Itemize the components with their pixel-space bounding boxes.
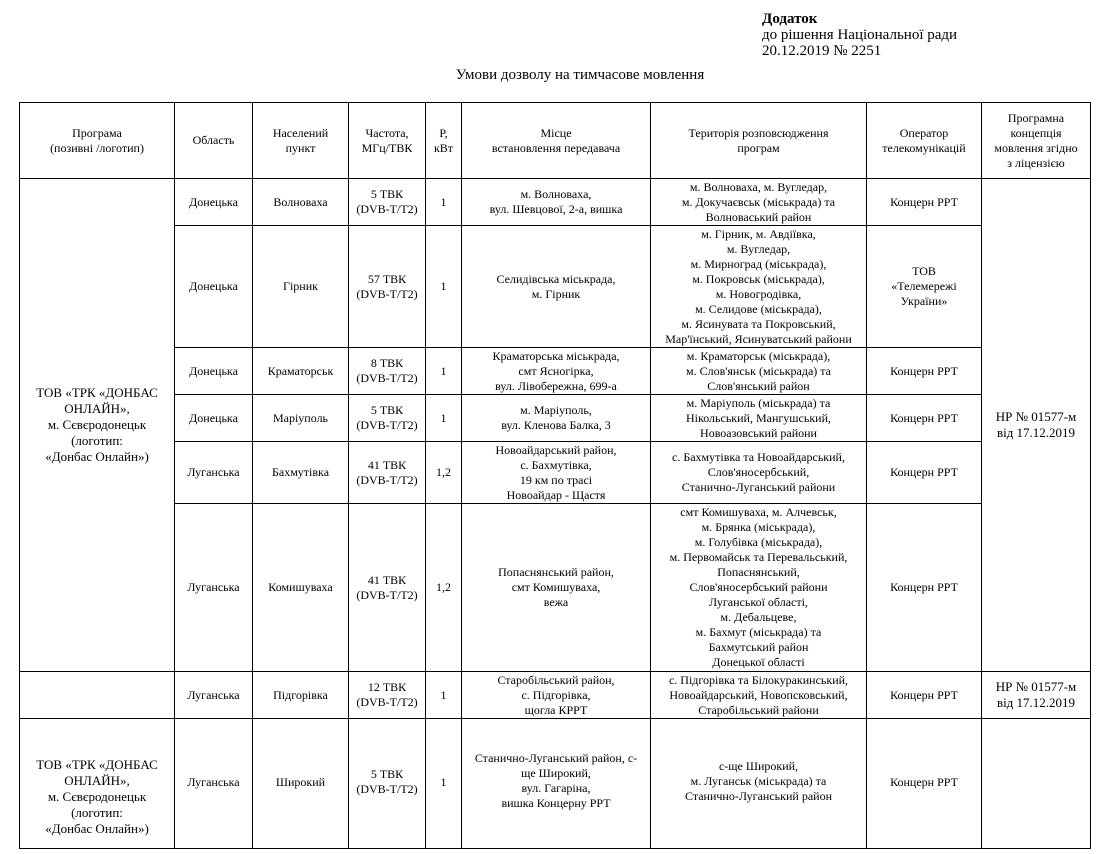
table-row <box>20 442 1091 504</box>
cell-text: Р, кВт <box>433 125 454 155</box>
power-cell <box>426 348 462 395</box>
cell-text: м. Маріуполь, вул. Кленова Балка, 3 <box>501 403 611 432</box>
cell-text: 41 ТВК (DVB-T/T2) <box>356 457 418 487</box>
site-cell <box>462 179 651 226</box>
settlement-cell <box>253 504 349 672</box>
cell-text: Луганська <box>187 580 240 594</box>
settlement-cell <box>253 442 349 504</box>
cell-text: Донецька <box>189 410 238 425</box>
appendix-title: Додаток <box>762 11 818 27</box>
operator-cell <box>867 442 982 504</box>
table-row <box>20 504 1091 672</box>
operator-cell <box>867 719 982 849</box>
cell-text: м. Волноваха, вул. Шевцової, 2-а, вишка <box>489 187 623 216</box>
site-cell <box>462 395 651 442</box>
operator-cell <box>867 504 982 672</box>
cell-text: НР № 01577-м від 17.12.2019 <box>995 679 1077 710</box>
cell-text: 1 <box>440 410 447 425</box>
cell-text: Луганська <box>187 687 240 702</box>
header-row <box>20 103 1091 179</box>
frequency-cell <box>349 442 426 504</box>
table-row <box>20 226 1091 348</box>
cell-text: Новоайдарський район, с. Бахмутівка, 19 км по трасі Новоайдар - Щастя <box>495 442 617 502</box>
cell-text: Маріуполь <box>272 410 329 425</box>
territory-cell <box>651 719 867 849</box>
power-cell <box>426 719 462 849</box>
program-cell <box>20 719 175 849</box>
cell-text: НР № 01577-м від 17.12.2019 <box>995 409 1077 440</box>
col-header-site <box>462 103 651 179</box>
cell-text: Концерн РРТ <box>890 410 958 425</box>
cell-text: Комишуваха <box>268 580 333 594</box>
site-cell <box>462 348 651 395</box>
table-row <box>20 395 1091 442</box>
cell-text: Гірник <box>283 279 318 293</box>
cell-text: Населений пункт <box>272 125 329 155</box>
territory-cell <box>651 672 867 719</box>
cell-text: 1 <box>440 363 447 378</box>
cell-text: Підгорівка <box>273 687 328 702</box>
site-cell <box>462 226 651 348</box>
frequency-cell <box>349 348 426 395</box>
cell-text: 57 ТВК (DVB-T/T2) <box>356 271 418 301</box>
cell-text: ТОВ «Телемережі України» <box>891 264 957 308</box>
license-cell <box>982 179 1091 672</box>
cell-text: Концерн РРТ <box>890 687 958 702</box>
cell-text: м. Волноваха, м. Вугледар, м. Докучаєвськ (міськрада) та Волноваський район <box>681 179 836 224</box>
territory-cell <box>651 226 867 348</box>
cell-text: 1 <box>440 775 447 789</box>
cell-text: Донецька <box>189 363 238 378</box>
cell-text: Станично-Луганський район, с- ще Широкий, вул. Гагаріна, вишка Концерну РРТ <box>474 751 638 810</box>
appendix-date: 20.12.2019 № 2251 <box>762 43 882 59</box>
power-cell <box>426 672 462 719</box>
cell-text: Старобільський район, с. Підгорівка, щогла КРРТ <box>497 672 615 717</box>
cell-text: Волноваха <box>273 194 328 209</box>
cell-text: с. Бахмутівка та Новоайдарський, Слов'яносербський, Станично-Луганський райони <box>672 450 845 494</box>
cell-text: м. Краматорськ (міськрада), м. Слов'янськ (міськрада) та Слов'янський район <box>685 348 831 393</box>
cell-text: 5 ТВК (DVB-T/T2) <box>356 187 418 216</box>
license-cell-empty <box>982 719 1091 849</box>
operator-cell <box>867 179 982 226</box>
cell-text: Область <box>192 133 235 147</box>
region-cell <box>175 442 253 504</box>
cell-text: Бахмутівка <box>271 465 330 479</box>
site-cell <box>462 719 651 849</box>
cell-text: 8 ТВК (DVB-T/T2) <box>356 356 418 385</box>
cell-text: 5 ТВК (DVB-T/T2) <box>356 403 418 432</box>
settlement-cell <box>253 348 349 395</box>
site-cell <box>462 672 651 719</box>
cell-text: с-ще Широкий, м. Луганськ (міськрада) та Станично-Луганський район <box>684 759 832 803</box>
permit-table <box>19 102 1091 849</box>
program-cell-empty <box>20 672 175 719</box>
frequency-cell <box>349 504 426 672</box>
operator-cell <box>867 226 982 348</box>
col-header-settlement <box>253 103 349 179</box>
frequency-cell <box>349 226 426 348</box>
cell-text: с. Підгорівка та Білокуракинський, Новоайдарський, Новопсковський, Старобільський райони <box>668 672 849 717</box>
territory-cell <box>651 442 867 504</box>
region-cell <box>175 348 253 395</box>
region-cell <box>175 504 253 672</box>
col-header-region <box>175 103 253 179</box>
operator-cell <box>867 348 982 395</box>
cell-text: ТОВ «ТРК «ДОНБАС ОНЛАЙН», м. Сєвєродонецьк (логотип: «Донбас Онлайн») <box>36 385 158 464</box>
site-cell <box>462 442 651 504</box>
table-row <box>20 348 1091 395</box>
region-cell <box>175 179 253 226</box>
document-title: Умови дозволу на тимчасове мовлення <box>455 67 705 83</box>
cell-text: м. Маріуполь (міськрада) та Нікольський, Мангушський, Новоазовський райони <box>685 395 832 440</box>
cell-text: Широкий <box>275 775 326 789</box>
power-cell <box>426 395 462 442</box>
frequency-cell <box>349 179 426 226</box>
appendix-header <box>762 11 957 59</box>
territory-cell <box>651 395 867 442</box>
cell-text: 41 ТВК (DVB-T/T2) <box>356 572 418 602</box>
cell-text: смт Комишуваха, м. Алчевськ, м. Брянка (міськрада), м. Голубівка (міськрада), м. Первомайськ та Перевальський, Попаснянський, Слов'яносербський райони Луганської області, м. Дебальцеве, м. Бахмут (міськрада) та Бахмутський район Донецької області <box>669 505 848 669</box>
settlement-cell <box>253 672 349 719</box>
appendix-subtitle: до рішення Національної ради <box>762 27 958 43</box>
region-cell <box>175 672 253 719</box>
cell-text: Луганська <box>187 465 240 479</box>
frequency-cell <box>349 395 426 442</box>
cell-text: Концерн РРТ <box>890 465 958 479</box>
frequency-cell <box>349 672 426 719</box>
power-cell <box>426 442 462 504</box>
col-header-program <box>20 103 175 179</box>
cell-text: Селидівська міськрада, м. Гірник <box>496 271 616 301</box>
power-cell <box>426 504 462 672</box>
power-cell <box>426 179 462 226</box>
frequency-cell <box>349 719 426 849</box>
settlement-cell <box>253 719 349 849</box>
territory-cell <box>651 348 867 395</box>
region-cell <box>175 719 253 849</box>
region-cell <box>175 226 253 348</box>
cell-text: 1,2 <box>436 465 451 479</box>
cell-text: 1 <box>440 279 447 293</box>
cell-text: Концерн РРТ <box>890 775 958 789</box>
cell-text: 1 <box>440 687 447 702</box>
cell-text: 12 ТВК (DVB-T/T2) <box>356 680 418 709</box>
col-header-operator <box>867 103 982 179</box>
col-header-territory <box>651 103 867 179</box>
cell-text: Концерн РРТ <box>890 580 958 594</box>
cell-text: Концерн РРТ <box>890 194 958 209</box>
territory-cell <box>651 504 867 672</box>
cell-text: Концерн РРТ <box>890 363 958 378</box>
operator-cell <box>867 672 982 719</box>
cell-text: Оператор телекомунікацій <box>882 125 966 155</box>
cell-text: Програмна концепція мовлення згідно з ліцензією <box>994 110 1078 170</box>
col-header-concept <box>982 103 1091 179</box>
program-cell <box>20 179 175 672</box>
cell-text: 5 ТВК (DVB-T/T2) <box>356 767 418 796</box>
cell-text: Донецька <box>189 194 238 209</box>
table-row <box>20 672 1091 719</box>
power-cell <box>426 226 462 348</box>
cell-text: м. Гірник, м. Авдіївка, м. Вугледар, м. Мирноград (міськрада), м. Покровськ (міськрада), м. Новогродівка, м. Селидове (міськрада), м. Ясинувата та Покровський, Мар'їнський, Ясинуватський райони <box>665 226 852 346</box>
col-header-power <box>426 103 462 179</box>
cell-text: ТОВ «ТРК «ДОНБАС ОНЛАЙН», м. Сєвєродонецьк (логотип: «Донбас Онлайн») <box>36 757 158 836</box>
operator-cell <box>867 395 982 442</box>
col-header-frequency <box>349 103 426 179</box>
cell-text: Місце встановлення передавача <box>491 125 621 155</box>
settlement-cell <box>253 226 349 348</box>
settlement-cell <box>253 179 349 226</box>
cell-text: Частота, МГц/ТВК <box>361 125 413 155</box>
region-cell <box>175 395 253 442</box>
cell-text: Територія розповсюдження програм <box>688 125 829 155</box>
table-row <box>20 719 1091 849</box>
territory-cell <box>651 179 867 226</box>
site-cell <box>462 504 651 672</box>
cell-text: Краматорськ <box>267 363 334 378</box>
cell-text: Програма (позивні /логотип) <box>50 125 144 155</box>
cell-text: Луганська <box>187 775 240 789</box>
cell-text: 1 <box>440 194 447 209</box>
license-cell <box>982 672 1091 719</box>
cell-text: Донецька <box>189 279 238 293</box>
cell-text: 1,2 <box>436 580 451 594</box>
cell-text: Краматорська міськрада, смт Ясногірка, вул. Лівобережна, 699-а <box>492 348 620 393</box>
table-row <box>20 179 1091 226</box>
settlement-cell <box>253 395 349 442</box>
cell-text: Попаснянський район, смт Комишуваха, вежа <box>498 565 614 609</box>
